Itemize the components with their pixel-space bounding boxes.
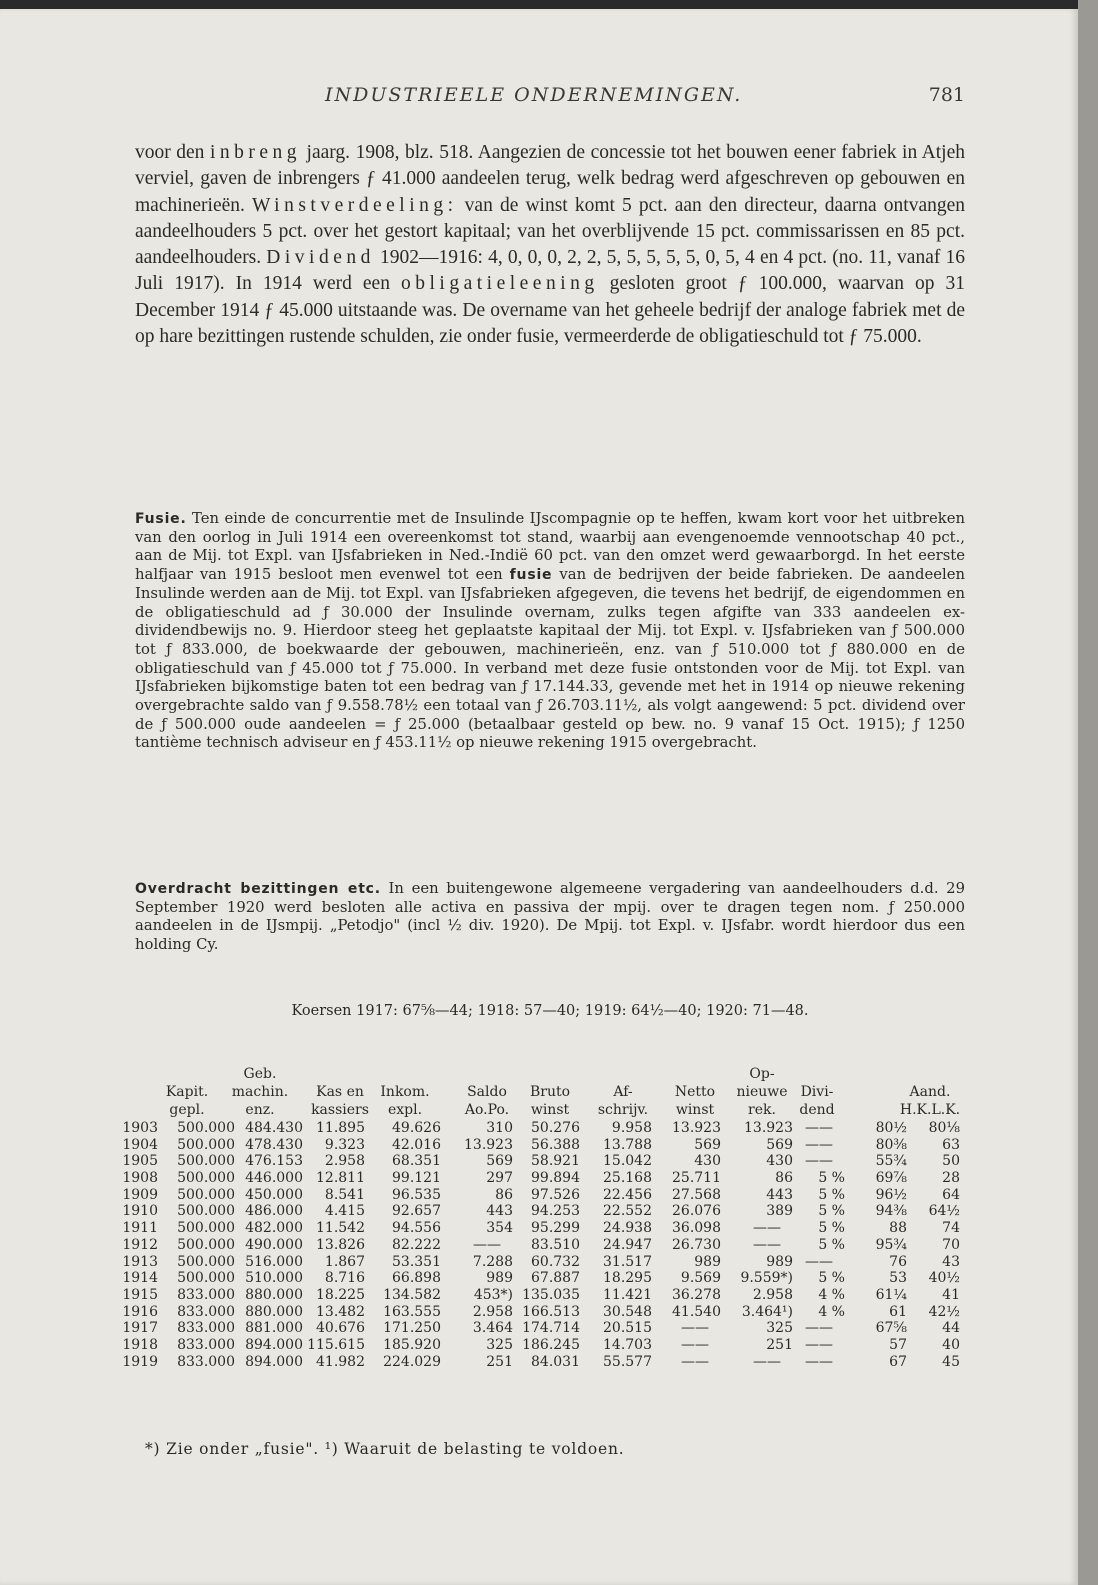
table-cell: 4 %	[818, 1286, 845, 1303]
table-cell: 500.000	[177, 1203, 235, 1220]
table-cell: 86	[775, 1170, 793, 1187]
table-cell: 99.894	[531, 1170, 580, 1187]
table-cell: 171.250	[383, 1320, 441, 1337]
financial-table	[122, 1066, 965, 1370]
table-cell: ——	[473, 1236, 501, 1253]
table-year-cell: 1919	[122, 1353, 158, 1370]
scan-border-right	[1078, 0, 1098, 1585]
table-cell: 53.351	[392, 1253, 441, 1270]
table-cell: 40	[942, 1336, 960, 1353]
table-cell: 26.076	[672, 1203, 721, 1220]
table-cell: 9.559*)	[740, 1270, 793, 1287]
table-cell: 5 %	[818, 1170, 845, 1187]
table-header-cell: H.K.L.K.	[899, 1102, 961, 1118]
table-header-cell: Kas en	[316, 1084, 364, 1100]
table-header-cell: Aand.	[909, 1084, 951, 1100]
table-cell: 88	[889, 1220, 907, 1237]
table-cell: 880.000	[245, 1286, 303, 1303]
table-cell: 64½	[928, 1203, 960, 1220]
table-cell: 446.000	[245, 1170, 303, 1187]
table-cell: ——	[805, 1136, 833, 1153]
table-row	[122, 1120, 965, 1137]
table-row	[122, 1270, 965, 1287]
table-cell: 833.000	[177, 1320, 235, 1337]
table-cell: 500.000	[177, 1120, 235, 1136]
table-cell: 80⅛	[928, 1120, 960, 1136]
table-cell: ——	[805, 1336, 833, 1353]
spaced-term: inbreng	[209, 142, 302, 163]
table-cell: 163.555	[383, 1303, 441, 1320]
table-cell: 94.556	[392, 1220, 441, 1237]
table-cell: 18.295	[603, 1270, 652, 1287]
table-cell: 74	[942, 1220, 960, 1237]
table-row	[122, 1136, 965, 1154]
text-segment: 1902—1916: 4, 0, 0, 0, 2, 2, 5, 5, 5, 5, 5, 0, 5, 4 en 4 pct. (no. 11, vanaf 16 Juli 1917). In 1914 werd een	[135, 247, 965, 295]
table-cell: 61¼	[875, 1286, 907, 1303]
running-title: INDUSTRIEELE ONDERNEMINGEN.	[325, 84, 743, 106]
table-row	[122, 1203, 965, 1220]
table-cell: 430	[766, 1153, 793, 1170]
table-cell: 186.245	[522, 1336, 580, 1353]
table-cell: 55¾	[875, 1153, 907, 1170]
table-cell: 14.703	[603, 1336, 652, 1353]
table-cell: 70	[942, 1236, 960, 1253]
table-cell: 80½	[875, 1120, 907, 1136]
table-cell: 569	[694, 1136, 721, 1153]
table-cell: 478.430	[245, 1136, 303, 1153]
table-cell: 68.351	[392, 1153, 441, 1170]
table-cell: 833.000	[177, 1336, 235, 1353]
table-header-cell: Bruto	[529, 1084, 571, 1100]
table-row	[122, 1236, 965, 1254]
table-header-cell: machin.	[231, 1084, 289, 1100]
table-header-cell: Geb.	[243, 1066, 277, 1082]
table-row	[122, 1336, 965, 1354]
table-cell: 894.000	[245, 1336, 303, 1353]
table-cell: 20.515	[603, 1320, 652, 1337]
table-cell: 443	[766, 1186, 793, 1203]
table-cell: 18.225	[316, 1286, 365, 1303]
table-cell: 11.421	[603, 1286, 652, 1303]
table-cell: 44	[942, 1320, 960, 1337]
table-row	[122, 1353, 965, 1371]
table-year-cell: 1913	[122, 1253, 158, 1270]
table-cell: 56.388	[531, 1136, 580, 1153]
table-row	[122, 1170, 965, 1187]
spaced-term: obligatieleening	[401, 273, 599, 295]
table-cell: 482.000	[245, 1220, 303, 1237]
table-cell: 450.000	[245, 1186, 303, 1203]
table-cell: 94.253	[531, 1203, 580, 1220]
table-header-row	[125, 1084, 965, 1102]
table-cell: 325	[766, 1320, 793, 1337]
table-year-cell: 1917	[122, 1320, 158, 1337]
table-cell: 63	[942, 1136, 960, 1153]
table-cell: 64	[942, 1186, 960, 1203]
table-header-cell: dend	[799, 1102, 835, 1118]
table-cell: 92.657	[392, 1203, 441, 1220]
table-cell: 26.730	[672, 1236, 721, 1253]
table-cell: 45	[942, 1353, 960, 1370]
table-cell: 476.153	[245, 1153, 303, 1170]
table-cell: 833.000	[177, 1353, 235, 1370]
table-cell: 5 %	[818, 1270, 845, 1287]
table-cell: 5 %	[818, 1186, 845, 1203]
table-cell: ——	[753, 1220, 781, 1237]
table-cell: 25.168	[603, 1170, 652, 1187]
table-cell: ——	[681, 1336, 709, 1353]
table-cell: ——	[805, 1120, 833, 1136]
table-cell: 443	[486, 1203, 513, 1220]
table-cell: 58.921	[531, 1153, 580, 1170]
text-segment: Ten einde de concurrentie met de Insulinde IJscompagnie op te heffen, kwam kort voor het uitbreken van den oorlog in Juli 1914 een overeenkomst tot stand, waarbij aan evengenoemde vennootschap 40 pct., aan de Mij. tot Expl. van IJsfabrieken in Ned.-Indië 60 pct. van den omzet werd gewaarborgd. In het eerste halfjaar van 1915 besloot men evenwel tot een	[135, 510, 965, 584]
table-cell: 99.121	[392, 1170, 441, 1187]
table-cell: 166.513	[522, 1303, 580, 1320]
table-cell: 134.582	[383, 1286, 441, 1303]
table-cell: 115.615	[307, 1336, 365, 1353]
table-header-cell: Kapit.	[165, 1084, 209, 1100]
table-cell: 82.222	[392, 1236, 441, 1253]
scan-border-top	[0, 0, 1098, 9]
table-cell: 989	[766, 1253, 793, 1270]
table-header-cell: Divi-	[800, 1084, 834, 1100]
table-cell: 881.000	[245, 1320, 303, 1337]
table-cell: 500.000	[177, 1186, 235, 1203]
text-segment: van de winst komt 5 pct. aan den directeur, daarna ontvangen aandeelhouders 5 pct. over het gestort kapitaal; van het overblijvende 15 pct. commissarissen en 85 pct. aandeelhouders.	[135, 194, 965, 269]
table-cell: 251	[486, 1353, 513, 1370]
table-cell: 40.676	[316, 1320, 365, 1337]
koersen-line: Koersen 1917: 67⅝—44; 1918: 57—40; 1919: 64½—40; 1920: 71—48.	[291, 1003, 809, 1019]
table-cell: 5 %	[818, 1203, 845, 1220]
table-header-cell: enz.	[245, 1102, 275, 1118]
table-cell: 500.000	[177, 1170, 235, 1187]
table-year-cell: 1911	[122, 1220, 158, 1237]
spaced-term: Dividend	[266, 247, 375, 269]
table-cell: 484.430	[245, 1120, 303, 1136]
table-cell: 13.826	[316, 1236, 365, 1253]
table-header-cell: Inkom.	[380, 1084, 430, 1100]
table-cell: 41	[942, 1286, 960, 1303]
table-cell: 516.000	[245, 1253, 303, 1270]
table-cell: 86	[495, 1186, 513, 1203]
table-cell: 13.482	[316, 1303, 365, 1320]
table-cell: 5 %	[818, 1220, 845, 1237]
table-cell: 40½	[928, 1270, 960, 1287]
table-cell: 13.788	[603, 1136, 652, 1153]
table-cell: 894.000	[245, 1353, 303, 1370]
table-cell: 31.517	[603, 1253, 652, 1270]
table-cell: 25.711	[672, 1170, 721, 1187]
table-cell: 15.042	[603, 1153, 652, 1170]
table-cell: 569	[766, 1136, 793, 1153]
bold-term: fusie	[509, 567, 553, 584]
table-cell: 13.923	[744, 1120, 793, 1136]
table-header-row	[125, 1066, 965, 1084]
table-header-cell: winst	[530, 1102, 570, 1118]
table-cell: 42½	[928, 1303, 960, 1320]
text-segment: jaarg. 1908, blz. 518. Aangezien de concessie tot het bouwen eener fabriek in Atjeh verviel, gaven de inbrengers ƒ 41.000 aandeelen terug, welk bedrag werd afgeschreven op gebouwen en machinerieën.	[135, 142, 965, 216]
table-cell: 569	[486, 1153, 513, 1170]
table-cell: 325	[486, 1336, 513, 1353]
table-header-cell: schrijv.	[597, 1102, 649, 1118]
table-year-cell: 1903	[122, 1120, 158, 1136]
table-cell: 9.323	[324, 1136, 365, 1153]
table-cell: 69⅞	[875, 1170, 907, 1187]
table-cell: 96½	[875, 1186, 907, 1203]
table-cell: 61	[889, 1303, 907, 1320]
table-cell: 22.456	[603, 1186, 652, 1203]
table-cell: 833.000	[177, 1286, 235, 1303]
table-cell: 76	[889, 1253, 907, 1270]
table-cell: ——	[805, 1320, 833, 1337]
table-cell: 135.035	[522, 1286, 580, 1303]
table-cell: 2.958	[324, 1153, 365, 1170]
table-cell: 36.278	[672, 1286, 721, 1303]
table-cell: 11.895	[316, 1120, 365, 1136]
table-cell: 185.920	[383, 1336, 441, 1353]
table-cell: 8.716	[324, 1270, 365, 1287]
text-segment: gesloten groot ƒ 100.000, waarvan op 31 December 1914 ƒ 45.000 uitstaande was. De overname van het geheele bedrijf der analoge fabriek met de op hare bezittingen rustende schulden, zie onder fusie, vermeerderde de obligatieschuld tot ƒ 75.000.	[135, 273, 966, 348]
table-header-cell: winst	[675, 1102, 715, 1118]
text-segment: voor den	[135, 142, 210, 163]
table-cell: 310	[486, 1120, 513, 1136]
table-cell: ——	[805, 1153, 833, 1170]
text-segment: van de bedrijven der beide fabrieken. De aandeelen Insulinde werden aan de Mij. tot Expl. van IJsfabrieken afgegeven, die tevens het bedrijf, de eigendommen en de obligatieschuld ad ƒ 30.000 der Insulinde overnam, zulks tegen afgifte van 333 aandeelen ex-dividendbewijs no. 9. Hierdoor steeg het geplaatste kapitaal der Mij. tot Expl. v. IJsfabrieken van ƒ 500.000 tot ƒ 833.000, de boekwaarde der gebouwen, machinerieën, enz. van ƒ 510.000 tot ƒ 880.000 en de obligatieschuld van ƒ 45.000 tot ƒ 75.000. In verband met deze fusie ontstonden voor de Mij. tot Expl. van IJsfabrieken bijkomstige baten tot een bedrag van ƒ 17.144.33, gevende met het in 1914 op nieuwe rekening overgebrachte saldo van ƒ 9.558.78½ een totaal van ƒ 26.703.11½, als volgt aangewend: 5 pct. dividend over de ƒ 500.000 oude aandeelen = ƒ 25.000 (betaalbaar gesteld op bew. no. 9 vanaf 15 Oct. 1915); ƒ 1250 tantième technisch adviseur en ƒ 453.11½ op nieuwe rekening 1915 overgebracht.	[135, 566, 965, 752]
table-cell: 95¾	[875, 1236, 907, 1253]
table-cell: 94⅜	[875, 1203, 907, 1220]
table-footnote: *) Zie onder „fusie". ¹) Waaruit de belasting te voldoen.	[145, 1440, 625, 1458]
table-cell: 354	[486, 1220, 513, 1237]
table-cell: 500.000	[177, 1270, 235, 1287]
table-cell: 84.031	[531, 1353, 580, 1370]
table-year-cell: 1909	[122, 1186, 158, 1203]
table-header-cell: Netto	[674, 1084, 716, 1100]
table-cell: 60.732	[531, 1253, 580, 1270]
table-cell: 22.552	[603, 1203, 652, 1220]
table-year-cell: 1918	[122, 1336, 158, 1353]
table-cell: 95.299	[531, 1220, 580, 1237]
table-cell: 490.000	[245, 1236, 303, 1253]
table-cell: 53	[889, 1270, 907, 1287]
table-cell: 1.867	[324, 1253, 365, 1270]
section-heading: Overdracht bezittingen etc.	[135, 881, 381, 897]
table-cell: 66.898	[392, 1270, 441, 1287]
table-cell: 3.464	[472, 1320, 513, 1337]
table-cell: 2.958	[472, 1303, 513, 1320]
table-row	[122, 1253, 965, 1271]
table-cell: 989	[694, 1253, 721, 1270]
table-cell: 83.510	[531, 1236, 580, 1253]
table-cell: 9.569	[680, 1270, 721, 1287]
table-row	[122, 1186, 965, 1204]
table-header-cell: kassiers	[311, 1102, 369, 1118]
table-cell: 42.016	[392, 1136, 441, 1153]
table-cell: 453*)	[473, 1286, 513, 1303]
table-cell: 11.542	[316, 1220, 365, 1237]
table-cell: 224.029	[383, 1353, 441, 1370]
table-cell: 500.000	[177, 1153, 235, 1170]
table-cell: 67.887	[531, 1270, 580, 1287]
table-cell: 67	[889, 1353, 907, 1370]
table-cell: ——	[681, 1353, 709, 1370]
table-cell: 50	[942, 1153, 960, 1170]
table-cell: 13.923	[464, 1136, 513, 1153]
table-cell: 27.568	[672, 1186, 721, 1203]
table-cell: 7.288	[472, 1253, 513, 1270]
table-cell: 989	[486, 1270, 513, 1287]
table-cell: ——	[805, 1353, 833, 1370]
table-cell: 24.947	[603, 1236, 652, 1253]
table-header-cell: gepl.	[169, 1102, 205, 1118]
table-cell: 174.714	[522, 1320, 580, 1337]
table-cell: 880.000	[245, 1303, 303, 1320]
table-cell: 2.958	[752, 1286, 793, 1303]
table-cell: 500.000	[177, 1253, 235, 1270]
table-year-cell: 1916	[122, 1303, 158, 1320]
table-cell: 50.276	[531, 1120, 580, 1136]
table-cell: 55.577	[603, 1353, 652, 1370]
table-row	[122, 1320, 965, 1337]
table-cell: 8.541	[324, 1186, 365, 1203]
table-cell: 24.938	[603, 1220, 652, 1237]
table-cell: 4.415	[324, 1203, 365, 1220]
table-header-cell: Op-	[749, 1066, 775, 1082]
table-cell: 500.000	[177, 1220, 235, 1237]
table-row	[122, 1220, 965, 1237]
table-cell: ——	[805, 1253, 833, 1270]
table-cell: 36.098	[672, 1220, 721, 1237]
table-cell: 41.982	[316, 1353, 365, 1370]
table-row	[122, 1153, 965, 1170]
table-cell: 96.535	[392, 1186, 441, 1203]
table-cell: 12.811	[316, 1170, 365, 1187]
paragraph-overdracht	[135, 880, 965, 955]
table-year-cell: 1904	[122, 1136, 158, 1153]
table-cell: ——	[753, 1353, 781, 1370]
section-heading: Fusie.	[135, 511, 187, 527]
table-row	[122, 1303, 965, 1321]
table-cell: 9.958	[611, 1120, 652, 1136]
table-cell: ——	[681, 1320, 709, 1337]
table-cell: 57	[889, 1336, 907, 1353]
table-cell: 389	[766, 1203, 793, 1220]
table-year-cell: 1908	[122, 1170, 158, 1187]
paragraph-fusie	[135, 510, 965, 753]
paragraph-inbreng	[135, 140, 965, 350]
table-cell: ——	[753, 1236, 781, 1253]
table-cell: 30.548	[603, 1303, 652, 1320]
table-header-cell: rek.	[748, 1102, 776, 1118]
table-cell: 41.540	[672, 1303, 721, 1320]
table-year-cell: 1915	[122, 1286, 158, 1303]
table-year-cell: 1912	[122, 1236, 158, 1253]
table-cell: 833.000	[177, 1303, 235, 1320]
table-cell: 5 %	[818, 1236, 845, 1253]
table-cell: 97.526	[531, 1186, 580, 1203]
table-cell: 486.000	[245, 1203, 303, 1220]
table-cell: 500.000	[177, 1136, 235, 1153]
table-year-cell: 1914	[122, 1270, 158, 1287]
table-header-cell: Ao.Po.	[464, 1102, 510, 1118]
table-cell: 430	[694, 1153, 721, 1170]
table-cell: 251	[766, 1336, 793, 1353]
table-cell: 500.000	[177, 1236, 235, 1253]
running-header	[135, 84, 965, 114]
table-header-row	[125, 1102, 965, 1120]
table-cell: 297	[486, 1170, 513, 1187]
table-cell: 13.923	[672, 1120, 721, 1136]
table-year-cell: 1910	[122, 1203, 158, 1220]
spaced-term: Winstverdeeling:	[252, 194, 458, 216]
table-cell: 43	[942, 1253, 960, 1270]
table-header-cell: Af-	[613, 1084, 633, 1100]
table-cell: 67⅝	[875, 1320, 907, 1337]
table-cell: 80⅜	[875, 1136, 907, 1153]
table-cell: 510.000	[245, 1270, 303, 1287]
table-cell: 3.464¹)	[741, 1303, 793, 1320]
table-cell: 28	[942, 1170, 960, 1187]
table-cell: 49.626	[392, 1120, 441, 1136]
table-row	[122, 1286, 965, 1304]
table-header-cell: nieuwe	[736, 1084, 788, 1100]
table-cell: 4 %	[818, 1303, 845, 1320]
table-year-cell: 1905	[122, 1153, 158, 1170]
table-header-cell: Saldo	[467, 1084, 507, 1100]
text-segment: In een buitengewone algemeene vergadering van aandeelhouders d.d. 29 September 1920 werd besloten alle activa en passiva der mpij. over te dragen tegen nom. ƒ 250.000 aandeelen in de IJsmpij. „Petodjo" (incl ½ div. 1920). De Mpij. tot Expl. v. IJsfabr. wordt hierdoor dus een holding Cy.	[135, 880, 965, 954]
table-header-cell: expl.	[387, 1102, 423, 1118]
page-number: 781	[928, 84, 965, 106]
